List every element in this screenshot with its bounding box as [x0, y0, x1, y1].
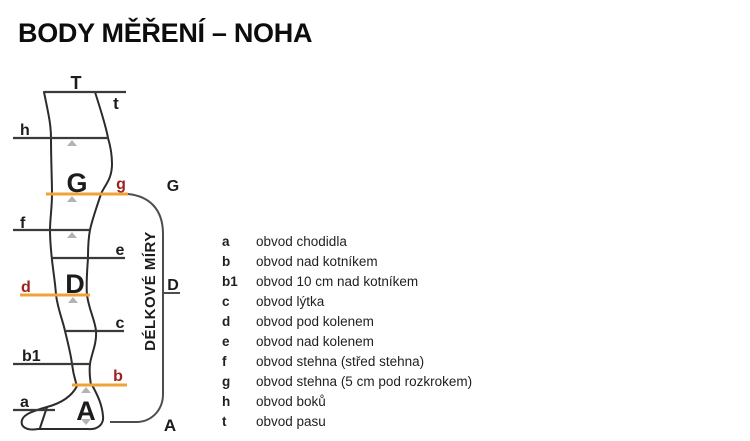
marker-h-icon — [67, 140, 77, 146]
legend-key: c — [222, 294, 230, 309]
label-D-right: D — [167, 277, 179, 294]
legend — [222, 232, 472, 432]
legend-item: obvod lýtka — [256, 294, 325, 309]
legend-item: obvod 10 cm nad kotníkem — [256, 274, 419, 289]
legend-key: d — [222, 314, 231, 329]
legend-item: obvod nad kotníkem — [256, 254, 378, 269]
legend-key: g — [222, 374, 231, 389]
label-T: T — [70, 73, 82, 93]
label-d-highlight: d — [21, 279, 31, 296]
label-f: f — [20, 215, 26, 232]
legend-item: obvod pasu — [256, 414, 326, 429]
legend-item: obvod stehna (5 cm pod rozkrokem) — [256, 374, 473, 389]
legend-key: b1 — [222, 274, 238, 289]
legend-key: e — [222, 334, 230, 349]
label-D-big: D — [65, 269, 85, 299]
legend-key: f — [222, 354, 227, 369]
length-axis-label: DÉLKOVÉ MÍRY — [142, 231, 159, 351]
marker-b-icon — [81, 387, 91, 393]
label-a: a — [20, 394, 29, 411]
label-b1: b1 — [22, 348, 41, 365]
page-title: BODY MĚŘENÍ – NOHA — [18, 18, 313, 48]
legend-item: obvod chodidla — [256, 234, 347, 249]
label-c: c — [115, 315, 125, 332]
legend-key: b — [222, 254, 231, 269]
legend-key: h — [222, 394, 231, 409]
label-t: t — [113, 94, 119, 113]
label-A-big: A — [76, 396, 96, 426]
leg-outline-right — [87, 92, 112, 385]
legend-key: a — [222, 234, 230, 249]
legend-item: obvod boků — [256, 394, 326, 409]
label-b-highlight: b — [113, 368, 123, 385]
marker-f-icon — [67, 232, 77, 238]
legend-item: obvod stehna (střed stehna) — [256, 354, 425, 369]
label-h: h — [20, 122, 30, 139]
label-A-right: A — [163, 416, 177, 435]
legend-item: obvod pod kolenem — [256, 314, 374, 329]
label-e: e — [115, 242, 125, 259]
leg-outline — [22, 92, 112, 430]
label-G-right: G — [166, 178, 180, 195]
legend-item: obvod nad kolenem — [256, 334, 374, 349]
label-g-highlight: g — [116, 176, 126, 193]
leg-measurement-diagram — [0, 0, 210, 441]
legend-key: t — [222, 414, 227, 429]
label-G-big: G — [66, 168, 88, 198]
